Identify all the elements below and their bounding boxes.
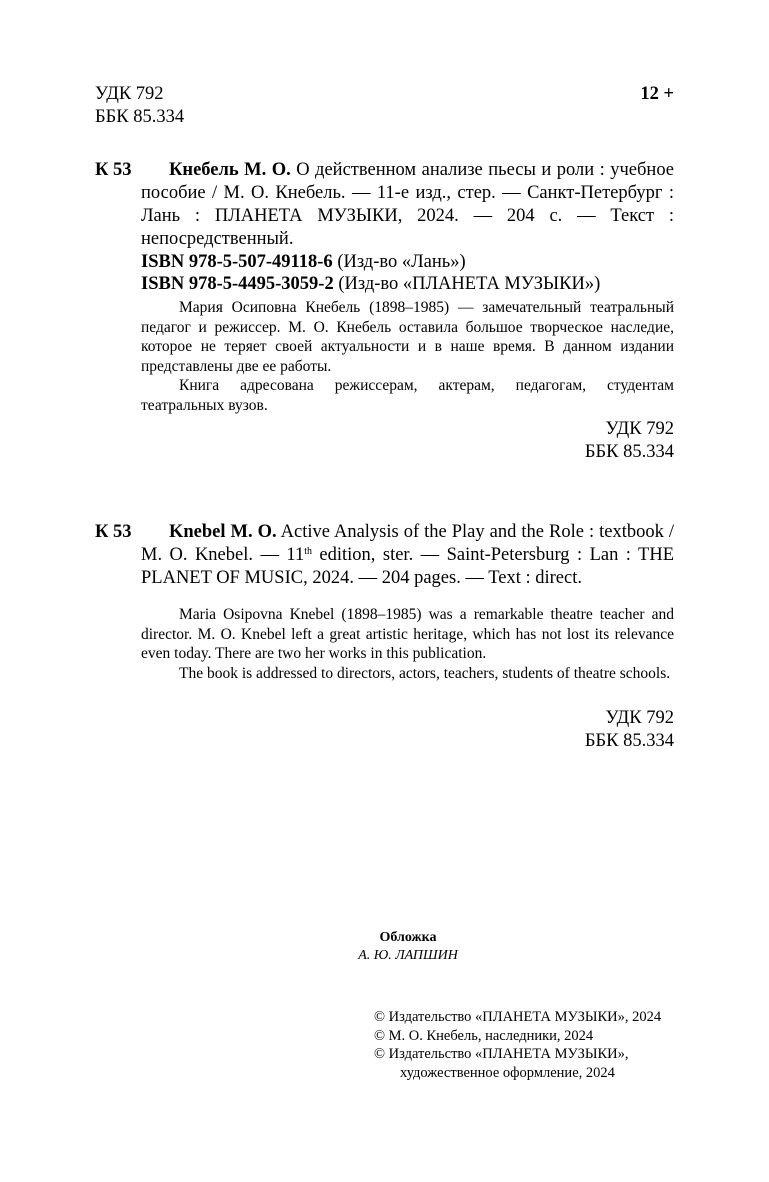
en-annotation-p2: The book is addressed to directors, actors, teachers, students of theatre schools. — [179, 664, 671, 682]
en-entry-code: К 53 — [95, 522, 132, 542]
en-entry-text-a: Active Analysis of the Play and the Role : textbook / M. O. Knebel. — 11 — [141, 522, 674, 565]
en-entry-text-b: edition, ster. — Saint-Petersburg : Lan : THE PLANET OF MUSIC, 2024. — 204 pages. — Text : direct. — [141, 545, 675, 588]
cover-artist: А. Ю. ЛАПШИН — [358, 948, 458, 963]
ru-bbk: ББК 85.334 — [584, 442, 674, 462]
copyright-line-4: художественное оформление, 2024 — [400, 1064, 615, 1081]
en-entry-description — [141, 521, 674, 590]
cover-label: Обложка — [379, 930, 437, 945]
ru-entry-text: О действенном анализе пьесы и роли : учебное пособие / М. О. Кнебель. — 11-е изд., стер. — Санкт-Петербург : Лань : ПЛАНЕТА МУЗЫКИ, 2024. — 204 с. — Текст : непосредственный. — [141, 160, 675, 249]
ru-annotation-p1: Мария Осиповна Кнебель (1898–1985) — замечательный театральный педагог и режиссер. М. О. Кнебель оставила большое творческое наследие, которое не теряет своей актуальности и в наше время. В данном издании представлены две ее работы. — [141, 299, 674, 375]
en-bbk: ББК 85.334 — [584, 731, 674, 751]
copyright-line-2: © М. О. Кнебель, наследники, 2024 — [374, 1027, 594, 1044]
en-entry-author: Knebel M. O. — [169, 522, 277, 542]
en-annotation-p1: Maria Osipovna Knebel (1898–1985) was a remarkable theatre teacher and director. M. O. Knebel left a great artistic heritage, which has not lost its relevance even today. There are two her works in this publication. — [141, 606, 674, 662]
ru-isbn-2-publisher: (Изд-во «ПЛАНЕТА МУЗЫКИ») — [338, 274, 601, 294]
ru-annotation-p2: Книга адресована режиссерам, актерам, педагогам, студентам театральных вузов. — [141, 377, 674, 414]
ru-isbn-1-number: ISBN 978-5-507-49118-6 — [141, 252, 333, 272]
ru-annotation — [141, 298, 674, 415]
en-udk: УДК 792 — [605, 708, 674, 728]
header-udk: УДК 792 — [95, 84, 164, 104]
ru-isbn-2 — [141, 273, 600, 296]
ru-udk: УДК 792 — [605, 419, 674, 439]
ru-entry-author: Кнебель М. О. — [169, 160, 291, 180]
ru-isbn-2-number: ISBN 978-5-4495-3059-2 — [141, 274, 334, 294]
age-rating: 12 + — [640, 84, 674, 104]
header-bbk: ББК 85.334 — [95, 107, 185, 127]
copyright-line-3: © Издательство «ПЛАНЕТА МУЗЫКИ», — [374, 1046, 629, 1062]
ru-entry-code: К 53 — [95, 160, 132, 180]
en-annotation — [141, 605, 674, 683]
ru-isbn-1 — [141, 251, 466, 274]
copyright-block — [374, 1008, 661, 1082]
en-entry-sup: th — [304, 546, 312, 557]
ru-entry-description — [141, 159, 674, 251]
copyright-line-1: © Издательство «ПЛАНЕТА МУЗЫКИ», 2024 — [374, 1009, 662, 1025]
ru-isbn-1-publisher: (Изд-во «Лань») — [337, 252, 466, 272]
